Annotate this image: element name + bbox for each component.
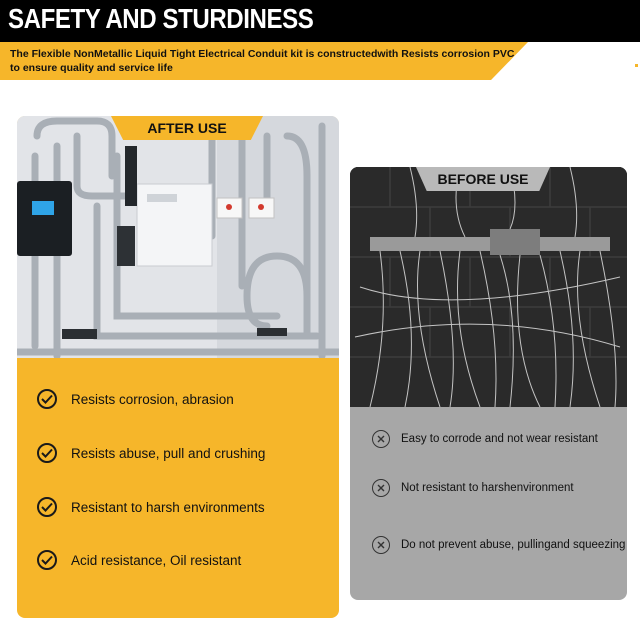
pro-label: Resistant to harsh environments <box>71 499 265 515</box>
check-circle-icon <box>37 389 57 409</box>
subtitle <box>10 47 515 75</box>
x-circle-icon <box>372 430 390 448</box>
pro-item <box>37 441 265 465</box>
subtitle-line-1: The Flexible NonMetallic Liquid Tight Electrical Conduit kit is constructedwith Resists corrosion PVC <box>10 48 515 60</box>
check-circle-icon <box>37 497 57 517</box>
pro-label: Resists corrosion, abrasion <box>71 391 234 407</box>
con-item <box>372 428 598 450</box>
pro-item <box>37 548 241 572</box>
pro-label: Resists abuse, pull and crushing <box>71 445 266 461</box>
pro-label: Acid resistance, Oil resistant <box>71 552 242 568</box>
after-use-panel <box>17 116 339 618</box>
decor-dot <box>635 64 638 67</box>
x-circle-icon <box>372 536 390 554</box>
con-item <box>372 477 574 499</box>
check-circle-icon <box>37 443 57 463</box>
after-use-photo <box>17 116 339 358</box>
con-label: Not resistant to harshenvironment <box>401 482 574 494</box>
con-label: Easy to corrode and not wear resistant <box>401 433 598 445</box>
pro-item <box>37 495 265 519</box>
page-title: SAFETY AND STURDINESS <box>8 3 314 34</box>
check-circle-icon <box>37 550 57 570</box>
subtitle-line-2: to ensure quality and service life <box>10 62 173 74</box>
con-item <box>372 534 625 556</box>
pro-item <box>37 387 234 411</box>
before-use-photo <box>350 167 627 407</box>
x-circle-icon <box>372 479 390 497</box>
before-use-label: BEFORE USE <box>437 171 529 187</box>
con-label: Do not prevent abuse, pullingand squeezing <box>401 539 626 551</box>
after-use-label: AFTER USE <box>147 120 227 136</box>
before-use-panel <box>350 167 627 600</box>
